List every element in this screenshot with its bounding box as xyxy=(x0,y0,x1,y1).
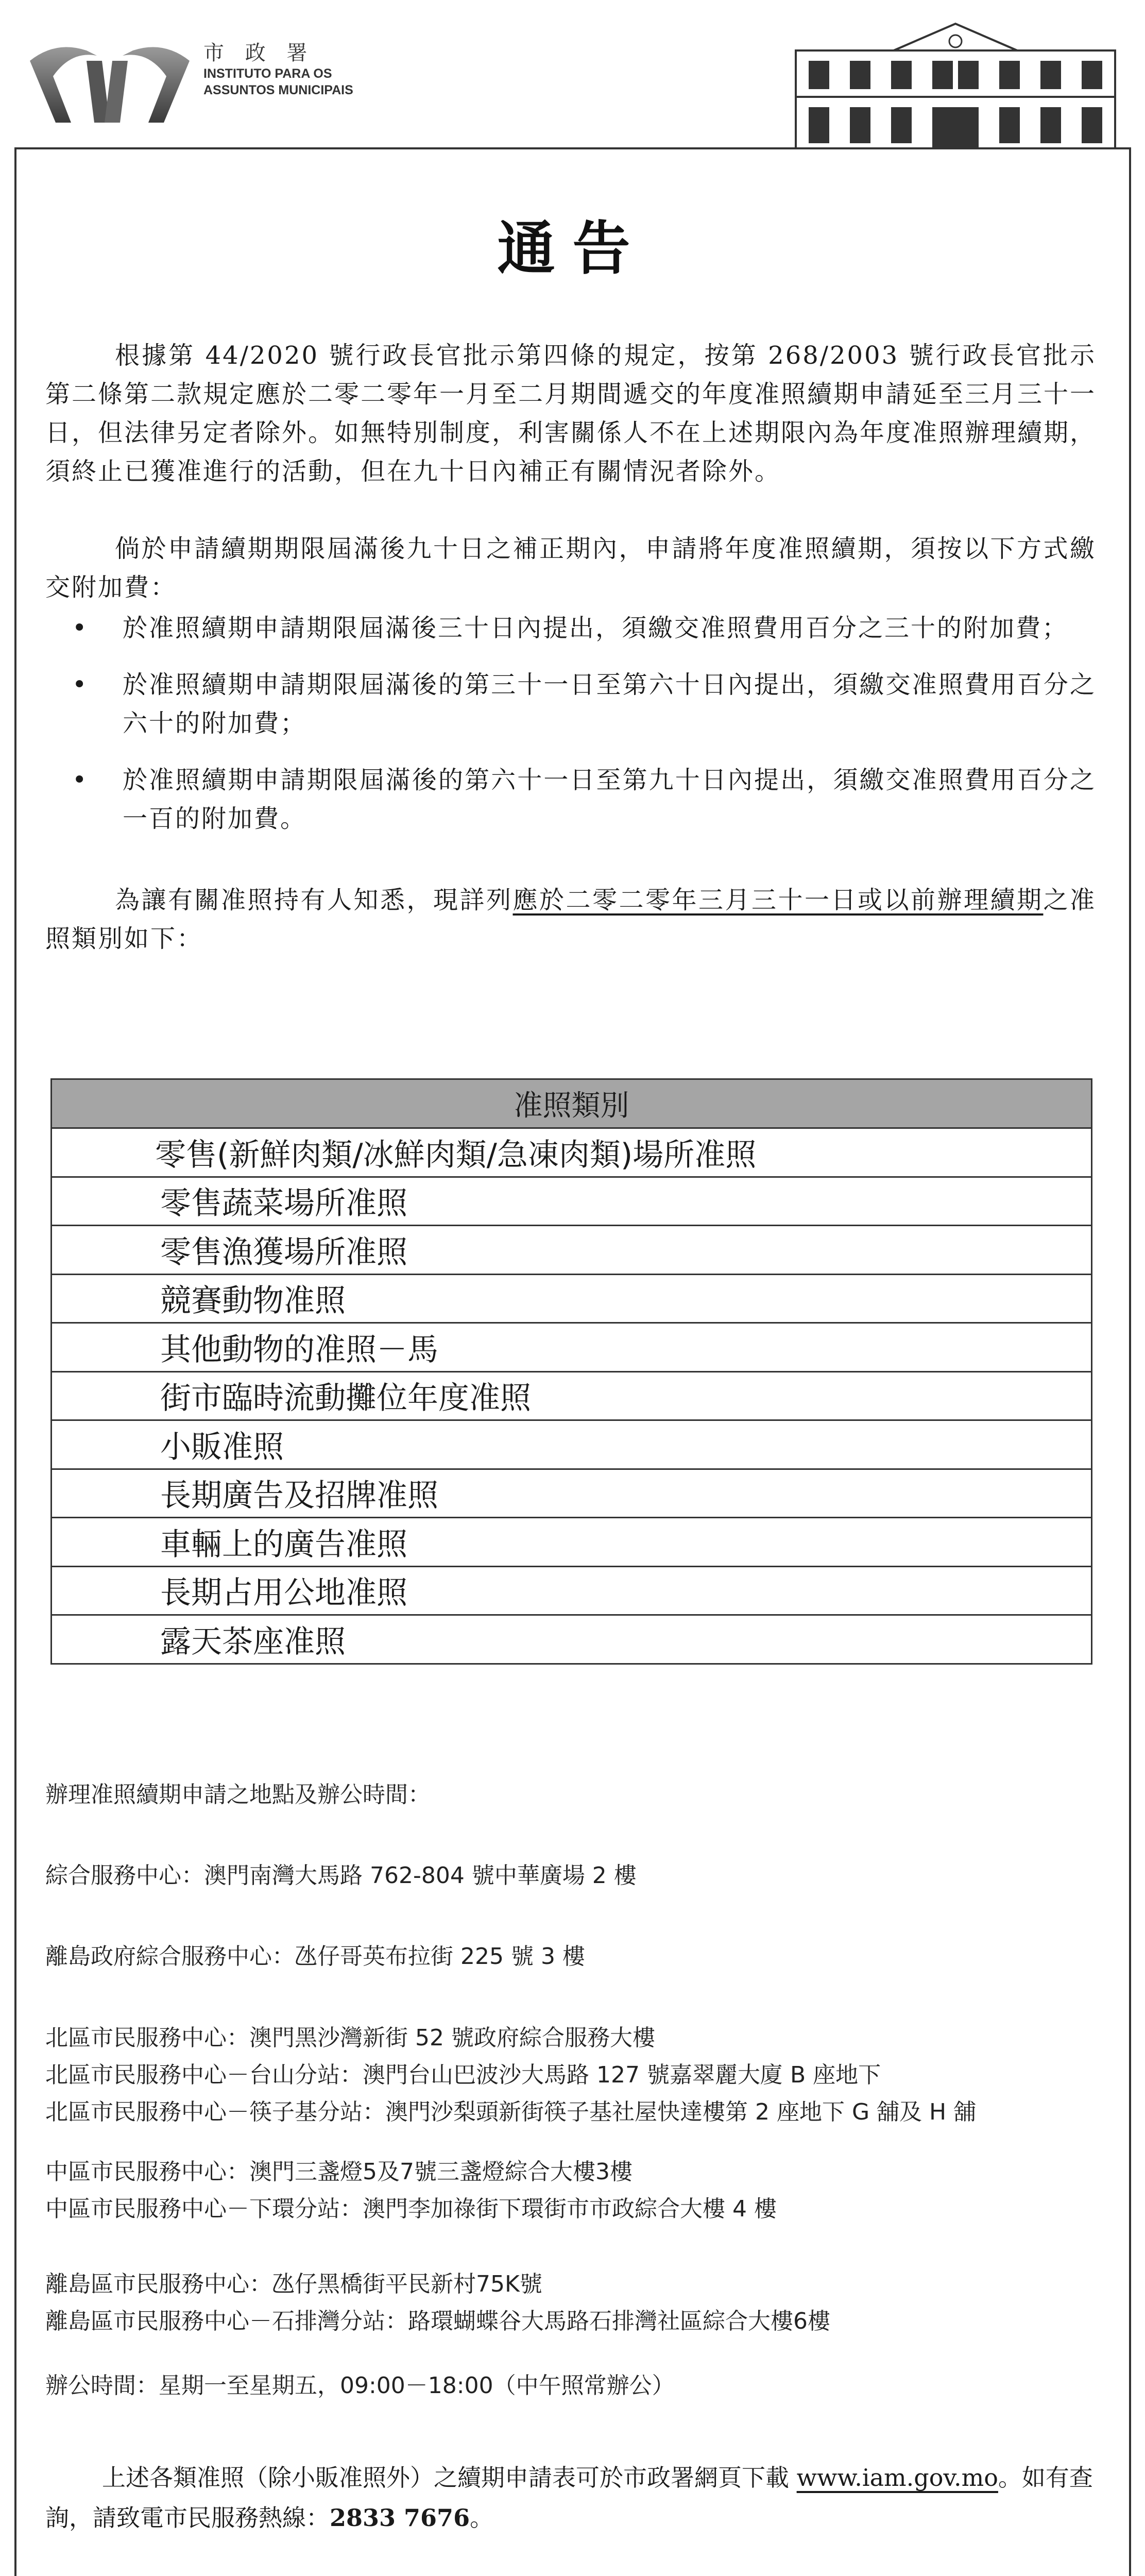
location-line: 離島區市民服務中心－石排灣分站：路環蝴蝶谷大馬路石排灣社區綜合大樓6樓 xyxy=(45,2308,830,2334)
table-row: 競賽動物准照 xyxy=(52,1274,1092,1323)
location-line: 北區市民服務中心－筷子基分站：澳門沙梨頭新街筷子基社屋快達樓第 2 座地下 G 舖及 H 舖 xyxy=(45,2099,977,2125)
deadline-underlined: 應於二零二零年三月三十一日或以前辦理續期 xyxy=(512,886,1044,914)
service-centre-group-1 xyxy=(45,1857,637,1894)
location-line: 中區市民服務中心－下環分站：澳門李加祿街下環街市市政綜合大樓 4 樓 xyxy=(45,2196,777,2222)
location-line: 離島區市民服務中心：氹仔黑橋街平民新村75K號 xyxy=(45,2271,542,2297)
website-link[interactable]: www.iam.gov.mo xyxy=(796,2464,998,2492)
table-row: 露天茶座准照 xyxy=(52,1615,1092,1664)
location-line: 綜合服務中心：澳門南灣大馬路 762-804 號中華廣場 2 樓 xyxy=(45,1862,637,1889)
table-row: 零售漁獲場所准照 xyxy=(52,1226,1092,1275)
org-name-portuguese-line2: ASSUNTOS MUNICIPAIS xyxy=(203,83,353,98)
closing-text: 上述各類准照（除小販准照外）之續期申請表可於市政署網頁下載 xyxy=(102,2464,797,2492)
paragraph-3-intro: 為讓有關准照持有人知悉，現詳列 xyxy=(115,886,513,914)
office-hours: 辦公時間：星期一至星期五，09:00－18:00（中午照常辦公） xyxy=(45,2372,675,2399)
table-header: 准照類別 xyxy=(52,1079,1092,1128)
table-row: 零售(新鮮肉類/冰鮮肉類/急凍肉類)場所准照 xyxy=(52,1128,1092,1177)
service-centre-group-2 xyxy=(45,1938,585,1975)
locations-heading: 辦理准照續期申請之地點及辦公時間： xyxy=(45,1782,431,1808)
table-row: 其他動物的准照－馬 xyxy=(52,1323,1092,1372)
org-name-chinese: 市 政 署 xyxy=(203,41,315,65)
bullet-symbol: • xyxy=(72,766,89,794)
bullet-symbol: • xyxy=(72,670,89,699)
location-line: 北區市民服務中心－台山分站：澳門台山巴波沙大馬路 127 號嘉翠麗大廈 B 座地下 xyxy=(45,2062,881,2088)
organization-name xyxy=(203,42,353,97)
hotline-number: 2833 7676 xyxy=(330,2504,470,2532)
surcharge-list xyxy=(45,609,1096,856)
location-line: 離島政府綜合服務中心：氹仔哥英布拉街 225 號 3 樓 xyxy=(45,1943,585,1970)
closing-text-mid: 。如有查詢，請致電市民服務熱線： xyxy=(45,2464,1093,2532)
paragraph-3-end: 之准照類別如下： xyxy=(45,886,1096,953)
paragraph-1: 根據第 44/2020 號行政長官批示第四條的規定，按第 268/2003 號行政長官批示第二條第二款規定應於二零二零年一月至二月期間遞交的年度准照續期申請延至三月三十一日，但法律另定者除外。如無特別制度，利害關係人不在上述期限內為年度准照辦理續期，須終止已獲准進行的活動，但在九十日內補正有關情況者除外。 xyxy=(45,341,1097,486)
bullet-text: 於准照續期申請期限屆滿後三十日內提出，須繳交准照費用百分之三十的附加費； xyxy=(123,614,1069,642)
table-row: 車輛上的廣告准照 xyxy=(52,1518,1092,1567)
table-row: 長期占用公地准照 xyxy=(52,1566,1092,1615)
bullet-symbol: • xyxy=(72,614,89,642)
table-row: 零售蔬菜場所准照 xyxy=(52,1177,1092,1226)
paragraph-3 xyxy=(45,881,1096,958)
service-centre-group-5 xyxy=(45,2266,830,2340)
list-item xyxy=(45,609,1096,648)
bullet-text: 於准照續期申請期限屆滿後的第三十一日至第六十日內提出，須繳交准照費用百分之六十的附加費； xyxy=(123,670,1096,738)
list-item xyxy=(45,761,1096,838)
location-line: 中區市民服務中心：澳門三盞燈5及7號三盞燈綜合大樓3樓 xyxy=(45,2159,633,2185)
paragraph-2: 倘於申請續期期限屆滿後九十日之補正期內，申請將年度准照續期，須按以下方式繳交附加費： xyxy=(45,534,1096,602)
building-illustration xyxy=(791,20,1120,148)
table-row: 長期廣告及招牌准照 xyxy=(52,1469,1092,1518)
license-category-table xyxy=(50,1078,1092,1665)
bullet-text: 於准照續期申請期限屆滿後的第六十一日至第九十日內提出，須繳交准照費用百分之一百的附加費。 xyxy=(123,766,1096,833)
service-centre-group-3 xyxy=(45,2020,976,2131)
table-row: 街市臨時流動攤位年度准照 xyxy=(52,1371,1092,1420)
table-row: 小販准照 xyxy=(52,1420,1092,1469)
closing-paragraph xyxy=(45,2458,1096,2538)
closing-text-end: 。 xyxy=(470,2504,494,2532)
list-item xyxy=(45,666,1096,743)
org-name-portuguese-line1: INSTITUTO PARA OS xyxy=(203,66,332,81)
notice-title: 通告 xyxy=(497,215,648,282)
location-line: 北區市民服務中心：澳門黑沙灣新街 52 號政府綜合服務大樓 xyxy=(45,2025,655,2051)
iam-logo xyxy=(25,30,195,128)
service-centre-group-4 xyxy=(45,2154,777,2228)
